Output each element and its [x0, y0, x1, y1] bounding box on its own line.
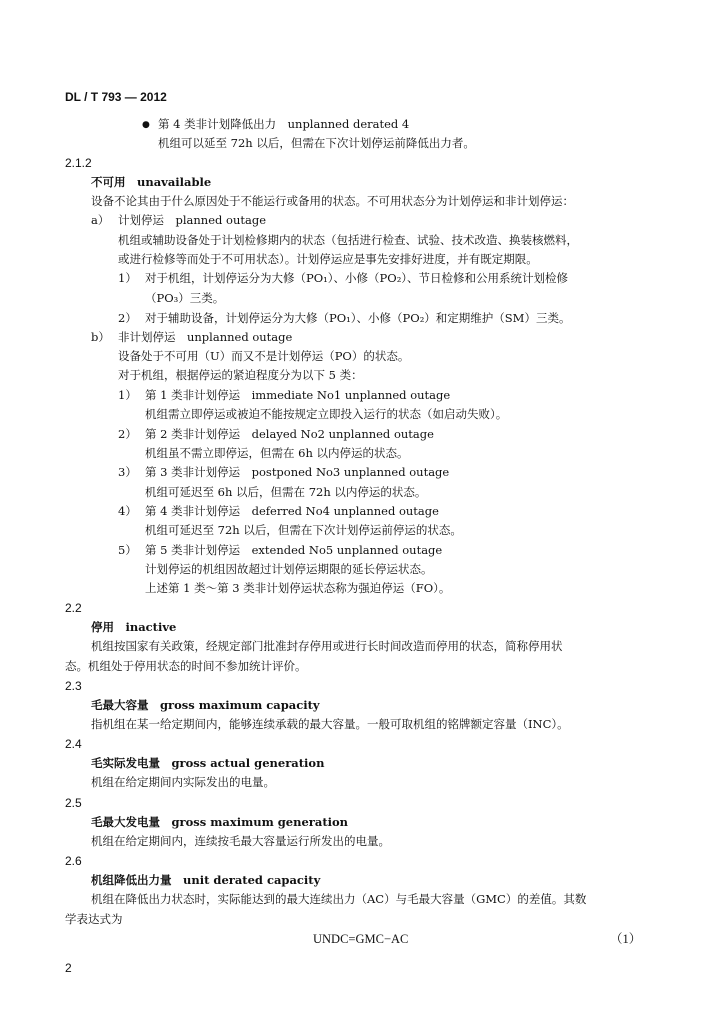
paragraph-line: 机组在给定期间内实际发出的电量。	[91, 775, 275, 789]
paragraph-line: 机组在给定期间内，连续按毛最大容量运行所发出的电量。	[91, 834, 390, 848]
list-item-desc: 机组可延迟至 6h 以后，但需在 72h 以内停运的状态。	[145, 485, 427, 499]
list-marker: 1）	[118, 271, 137, 285]
list-item-desc: 机组需立即停运或被迫不能按规定立即投入运行的状态（如启动失败）。	[145, 407, 508, 421]
list-marker: 5）	[118, 543, 137, 557]
list-item: 第 4 类非计划停运 deferred No4 unplanned outage	[145, 504, 439, 518]
document-code: DL / T 793 — 2012	[65, 90, 167, 104]
paragraph-line: 机组按国家有关政策，经规定部门批准封存停用或进行长时间改造而停用的状态，简称停用状	[91, 639, 563, 653]
term-heading: 停用 inactive	[91, 620, 177, 634]
subterm-heading: 非计划停运 unplanned outage	[118, 330, 293, 344]
paragraph-line: 机组或辅助设备处于计划检修期内的状态（包括进行检查、试验、技术改造、换装核燃料，	[118, 233, 578, 247]
section-number: 2.2	[65, 601, 82, 615]
list-marker: 4）	[118, 504, 137, 518]
list-item: 第 2 类非计划停运 delayed No2 unplanned outage	[145, 427, 434, 441]
list-marker: 3）	[118, 465, 137, 479]
list-item-desc: 机组可以延至 72h 以后，但需在下次计划停运前降低出力者。	[158, 136, 475, 150]
term-heading: 毛最大容量 gross maximum capacity	[91, 698, 320, 712]
list-marker: a）	[91, 213, 110, 227]
paragraph-line: 对于机组，根据停运的紧迫程度分为以下 5 类：	[118, 368, 363, 382]
equation-number: （1）	[610, 932, 642, 946]
equation: UNDC=GMC−AC	[313, 932, 409, 946]
paragraph-line: 机组在降低出力状态时，实际能达到的最大连续出力（AC）与毛最大容量（GMC）的差值。其数	[91, 892, 587, 906]
list-item-desc: 机组可延迟至 72h 以后，但需在下次计划停运前停运的状态。	[145, 523, 462, 537]
note: 上述第 1 类～第 3 类非计划停运状态称为强迫停运（FO）。	[145, 581, 451, 595]
section-number: 2.4	[65, 737, 82, 751]
list-item: 第 3 类非计划停运 postponed No3 unplanned outage	[145, 465, 450, 479]
subterm-heading: 计划停运 planned outage	[118, 213, 267, 227]
section-number: 2.5	[65, 796, 82, 810]
list-item-desc: 机组虽不需立即停运，但需在 6h 以内停运的状态。	[145, 446, 409, 460]
list-item: 第 1 类非计划停运 immediate No1 unplanned outage	[145, 388, 451, 402]
list-marker: 2）	[118, 427, 137, 441]
paragraph-line: 态。机组处于停用状态的时间不参加统计评价。	[65, 659, 307, 673]
bullet-icon: ●	[142, 120, 150, 130]
list-item: 第 5 类非计划停运 extended No5 unplanned outage	[145, 543, 443, 557]
term-heading: 毛实际发电量 gross actual generation	[91, 756, 325, 770]
list-marker: 1）	[118, 388, 137, 402]
list-marker: 2）	[118, 311, 137, 325]
term-heading: 不可用 unavailable	[91, 175, 212, 189]
definition: 设备不论其由于什么原因处于不能运行或备用的状态。不可用状态分为计划停运和非计划停运：	[91, 194, 574, 208]
list-item: 对于机组，计划停运分为大修（PO₁）、小修（PO₂）、节日检修和公用系统计划检修	[145, 271, 569, 285]
section-number: 2.1.2	[65, 156, 92, 170]
list-marker: b）	[91, 330, 110, 344]
paragraph-line: 设备处于不可用（U）而又不是计划停运（PO）的状态。	[118, 349, 410, 363]
list-item: （PO₃）三类。	[145, 291, 225, 305]
term-heading: 毛最大发电量 gross maximum generation	[91, 815, 349, 829]
list-item: 对于辅助设备，计划停运分为大修（PO₁）、小修（PO₂）和定期维护（SM）三类。	[145, 311, 571, 325]
page-number: 2	[65, 961, 72, 975]
term-heading: 机组降低出力量 unit derated capacity	[91, 873, 321, 887]
list-item-desc: 计划停运的机组因故超过计划停运期限的延长停运状态。	[145, 562, 433, 576]
paragraph-line: 学表达式为	[65, 912, 123, 926]
paragraph-line: 或进行检修等而处于不可用状态）。计划停运应是事先安排好进度，并有既定期限。	[118, 252, 538, 266]
section-number: 2.6	[65, 854, 82, 868]
section-number: 2.3	[65, 679, 82, 693]
list-item: 第 4 类非计划降低出力 unplanned derated 4	[158, 117, 410, 131]
paragraph-line: 指机组在某一给定期间内，能够连续承载的最大容量。一般可取机组的铭牌额定容量（INC）。	[91, 717, 569, 731]
